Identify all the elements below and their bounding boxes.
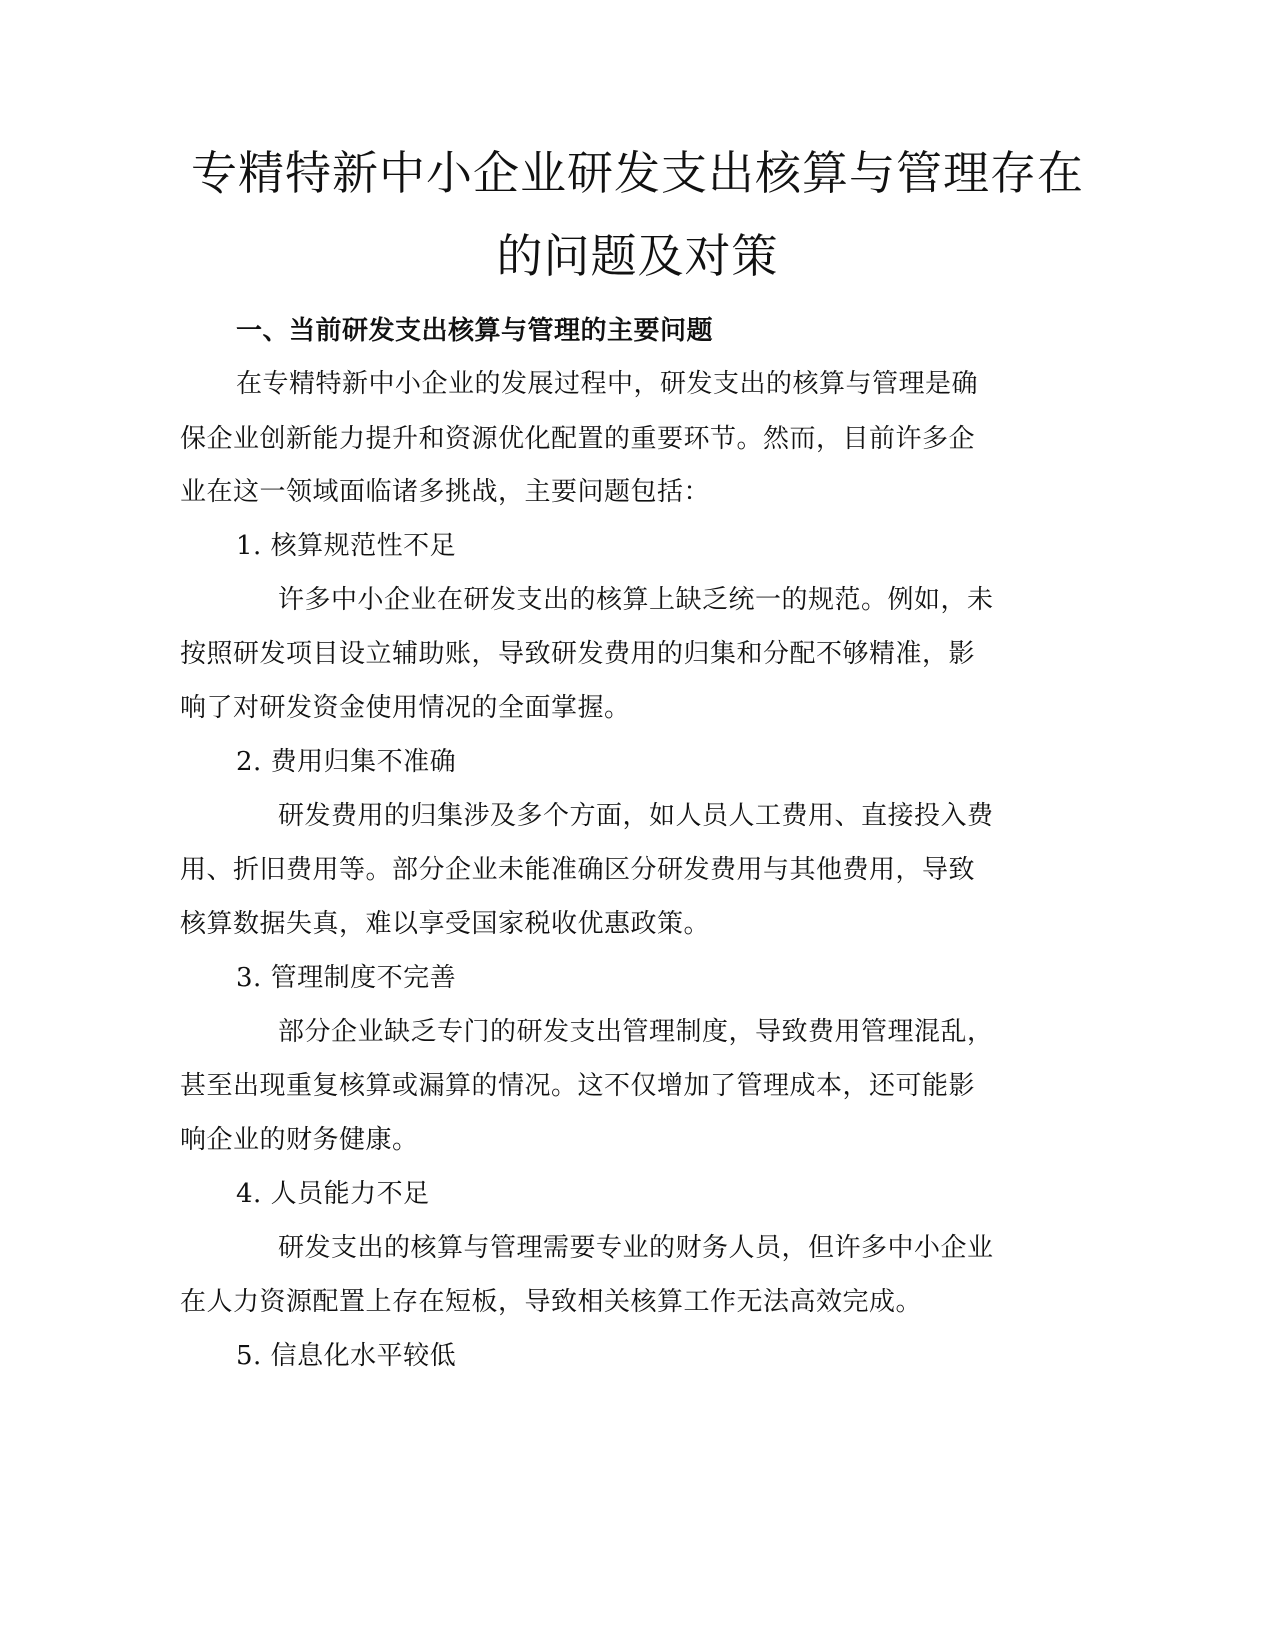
- item-body-line: 核算数据失真，难以享受国家税收优惠政策。: [180, 909, 711, 939]
- item-body-line: 部分企业缺乏专门的研发支出管理制度，导致费用管理混乱，: [278, 1017, 994, 1047]
- item-body-line: 按照研发项目设立辅助账，导致研发费用的归集和分配不够精准，影: [180, 639, 976, 669]
- item-body-line: 研发支出的核算与管理需要专业的财务人员，但许多中小企业: [278, 1233, 994, 1263]
- item-body-line: 在人力资源配置上存在短板，导致相关核算工作无法高效完成。: [180, 1287, 923, 1317]
- intro-line: 保企业创新能力提升和资源优化配置的重要环节。然而，目前许多企: [180, 424, 976, 454]
- item-heading-3: 3. 管理制度不完善: [236, 963, 457, 993]
- item-body-line: 研发费用的归集涉及多个方面，如人员人工费用、直接投入费: [278, 801, 994, 831]
- item-heading-4: 4. 人员能力不足: [236, 1179, 430, 1209]
- item-heading-1: 1. 核算规范性不足: [236, 531, 457, 561]
- intro-line: 在专精特新中小企业的发展过程中，研发支出的核算与管理是确: [236, 369, 979, 399]
- section-heading: 一、当前研发支出核算与管理的主要问题: [236, 316, 714, 346]
- item-body-line: 许多中小企业在研发支出的核算上缺乏统一的规范。例如，未: [278, 585, 994, 615]
- document-title-line-1: 专精特新中小企业研发支出核算与管理存在: [191, 146, 1084, 200]
- intro-line: 业在这一领域面临诸多挑战，主要问题包括：: [180, 477, 711, 507]
- item-body-line: 响了对研发资金使用情况的全面掌握。: [180, 693, 631, 723]
- item-body-line: 响企业的财务健康。: [180, 1125, 419, 1155]
- document-title-line-2: 的问题及对策: [496, 229, 779, 283]
- item-heading-5: 5. 信息化水平较低: [236, 1341, 457, 1371]
- item-body-line: 甚至出现重复核算或漏算的情况。这不仅增加了管理成本，还可能影: [180, 1071, 976, 1101]
- item-body-line: 用、折旧费用等。部分企业未能准确区分研发费用与其他费用，导致: [180, 855, 976, 885]
- item-heading-2: 2. 费用归集不准确: [236, 747, 457, 777]
